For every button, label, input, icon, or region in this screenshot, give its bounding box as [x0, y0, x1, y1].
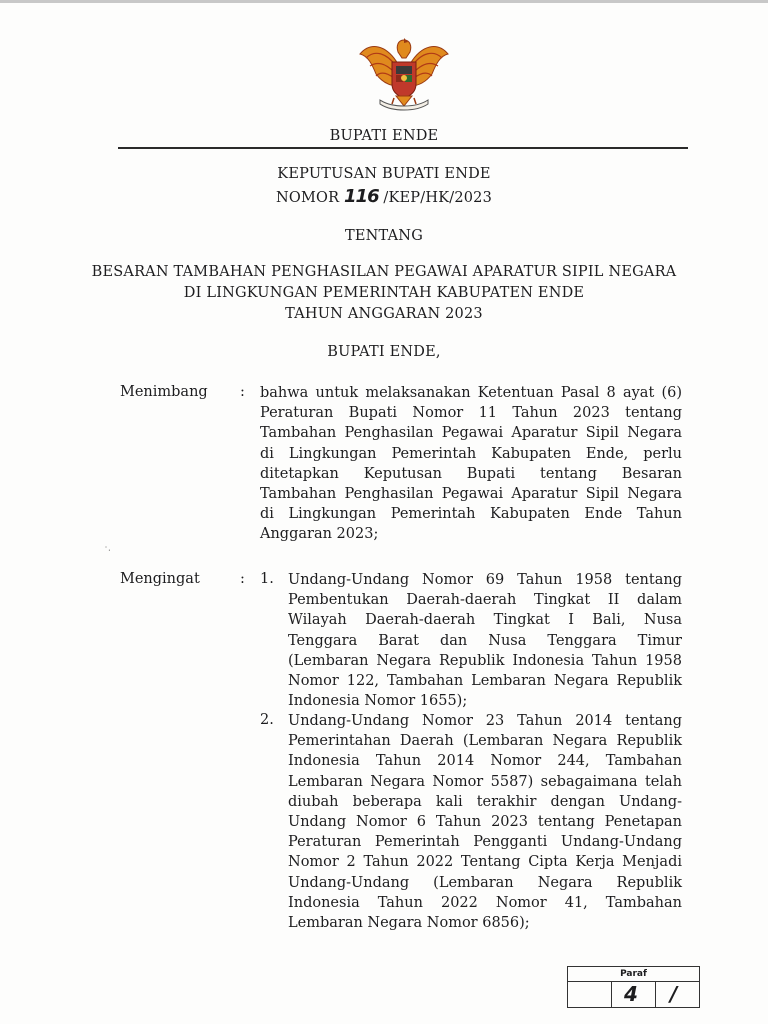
- mengingat-line: Undang-Undang (Lembaran Negara Republik: [288, 874, 682, 891]
- mengingat-line: Lembaran Negara Nomor 5587) sebagaimana telah: [288, 773, 682, 790]
- mengingat-label: Mengingat: [120, 571, 200, 587]
- subject-line-3: TAHUN ANGGARAN 2023: [285, 306, 483, 322]
- mengingat-line: Pembentukan Daerah-daerah Tingkat II dalam: [288, 592, 682, 609]
- mengingat-line: (Lembaran Negara Republik Indonesia Tahun 1958: [288, 652, 682, 669]
- mengingat-line: Pemerintahan Daerah (Lembaran Negara Republik: [288, 733, 682, 750]
- authority-heading: BUPATI ENDE,: [327, 344, 441, 360]
- mengingat-line: Wilayah Daerah-daerah Tingkat I Bali, Nusa: [288, 612, 682, 629]
- subject-line-1: BESARAN TAMBAHAN PENGHASILAN PEGAWAI APARATUR SIPIL NEGARA: [91, 264, 677, 280]
- menimbang-text: [260, 383, 682, 545]
- menimbang-line: Peraturan Bupati Nomor 11 Tahun 2023 tentang: [260, 405, 682, 422]
- decree-number-handwritten: 116: [344, 186, 379, 207]
- menimbang-line: Tambahan Penghasilan Pegawai Aparatur Sipil Negara: [260, 425, 682, 442]
- paraf-mark-2: /: [670, 982, 677, 1006]
- scan-edge: [0, 0, 768, 3]
- mengingat-line: diubah beberapa kali terakhir dengan Undang-: [288, 793, 682, 810]
- decree-number-prefix: NOMOR: [275, 190, 340, 206]
- mengingat-line: Nomor 2 Tahun 2022 Tentang Cipta Kerja Menjadi: [288, 854, 682, 871]
- mengingat-colon: :: [240, 571, 245, 587]
- menimbang-line: Anggaran 2023;: [260, 526, 379, 543]
- mengingat-line: Tenggara Barat dan Nusa Tenggara Timur: [288, 632, 682, 649]
- mengingat-line: Lembaran Negara Nomor 6856);: [288, 915, 530, 932]
- mengingat-line: Undang-Undang Nomor 69 Tahun 1958 tentang: [288, 572, 682, 588]
- about-heading: TENTANG: [345, 228, 423, 244]
- menimbang-line: ditetapkan Keputusan Bupati tentang Besaran: [260, 465, 682, 482]
- decree-number: [0, 186, 768, 207]
- menimbang-line: bahwa untuk melaksanakan Ketentuan Pasal 8 ayat (6): [260, 385, 682, 401]
- menimbang-label: Menimbang: [120, 384, 208, 400]
- menimbang-colon: :: [240, 384, 245, 400]
- paraf-mark-1: 4: [624, 982, 637, 1006]
- decree-number-suffix: /KEP/HK/2023: [383, 190, 493, 206]
- paraf-cell: [568, 982, 612, 1007]
- header-divider: [118, 147, 688, 149]
- paraf-cell: [612, 982, 656, 1007]
- mengingat-line: Undang-Undang Nomor 23 Tahun 2014 tentang: [288, 713, 682, 729]
- paraf-box: [567, 966, 700, 1008]
- menimbang-line: di Lingkungan Pemerintah Kabupaten Ende Tahun: [260, 506, 682, 523]
- subject-line-2: DI LINGKUNGAN PEMERINTAH KABUPATEN ENDE: [183, 285, 585, 301]
- paraf-label: Paraf: [568, 967, 699, 982]
- garuda-emblem-icon: [358, 34, 450, 112]
- issuer-title: BUPATI ENDE: [329, 128, 439, 144]
- mengingat-item-2: [288, 711, 682, 933]
- mengingat-line: Indonesia Tahun 2022 Nomor 41, Tambahan: [288, 894, 682, 911]
- mengingat-line: Indonesia Nomor 1655);: [288, 693, 468, 710]
- mengingat-item-1: [288, 570, 682, 711]
- mengingat-item-number: 1.: [260, 571, 274, 587]
- scan-speck: ˙⋅: [104, 546, 111, 555]
- mengingat-line: Undang Nomor 6 Tahun 2023 tentang Penetapan: [288, 814, 682, 831]
- menimbang-line: di Lingkungan Pemerintah Kabupaten Ende, perlu: [260, 445, 682, 462]
- paraf-cell: [656, 982, 698, 1007]
- mengingat-line: Peraturan Pemerintah Pengganti Undang-Undang: [288, 834, 682, 851]
- mengingat-line: Nomor 122, Tambahan Lembaran Negara Republik: [288, 673, 682, 690]
- decree-title: KEPUTUSAN BUPATI ENDE: [277, 166, 491, 182]
- mengingat-line: Indonesia Tahun 2014 Nomor 244, Tambahan: [288, 753, 682, 770]
- mengingat-item-number: 2.: [260, 712, 274, 728]
- menimbang-line: Tambahan Penghasilan Pegawai Aparatur Sipil Negara: [260, 486, 682, 503]
